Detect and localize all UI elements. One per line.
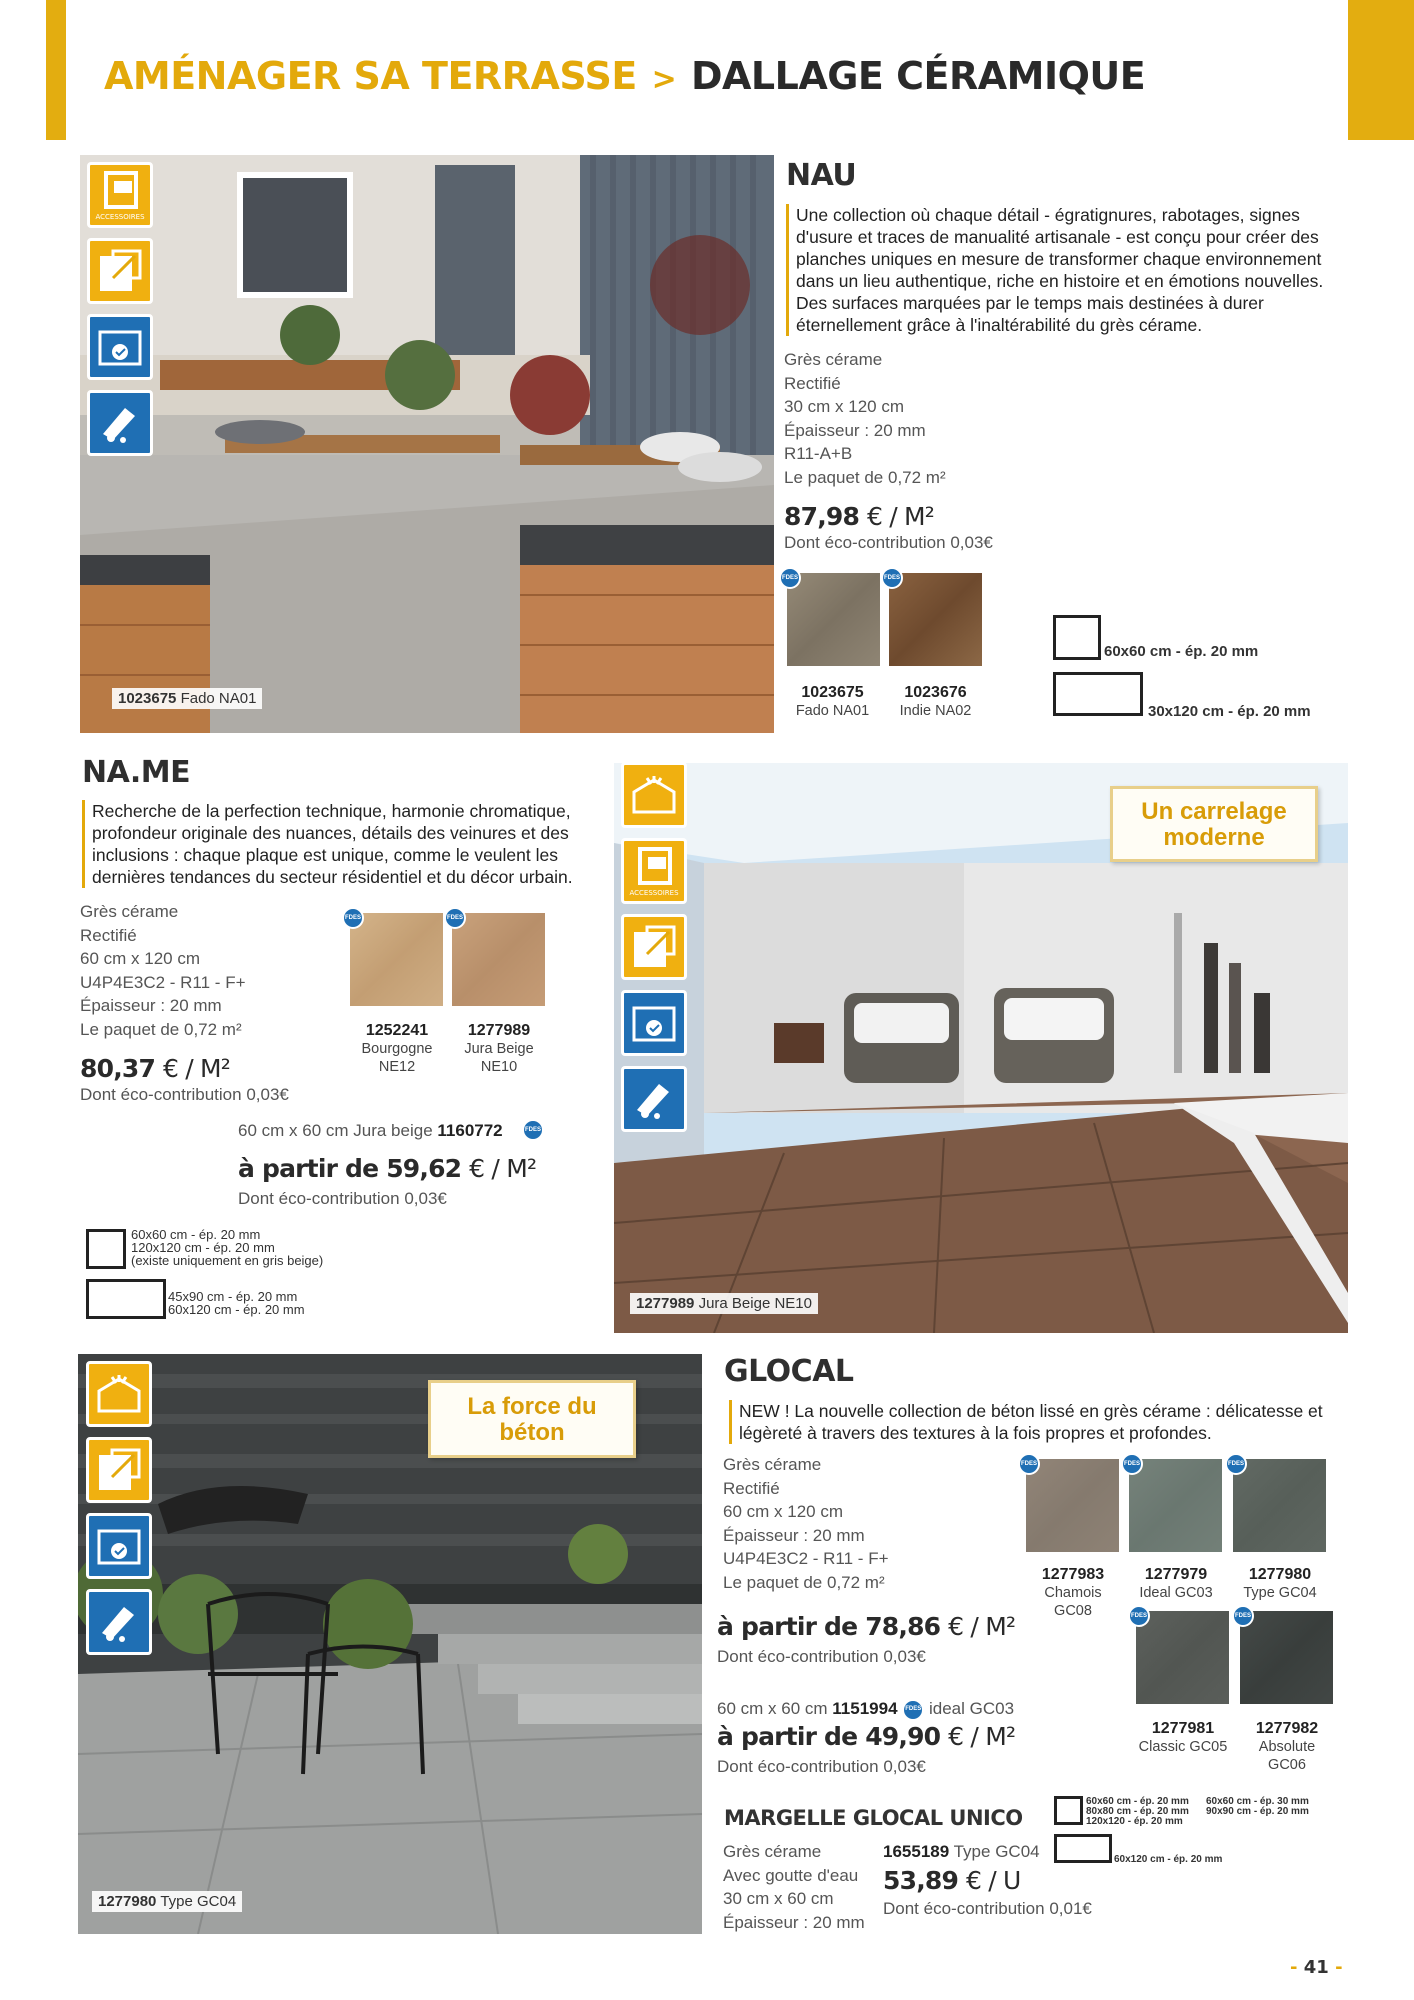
name-price-value: 80,37 <box>80 1054 156 1083</box>
format-line: 60x60 cm - ép. 30 mm <box>1206 1796 1309 1807</box>
nau-title: NAU <box>786 158 857 193</box>
glocal-alt-eco: Dont éco-contribution 0,03€ <box>717 1757 926 1776</box>
name-formats-a <box>131 1228 323 1267</box>
accessories-icon-label: ACCESSOIRES <box>95 213 145 221</box>
fdes-icon: FDES <box>1128 1605 1150 1627</box>
nau-price <box>784 502 934 531</box>
margelle-price-unit: € / U <box>965 1866 1021 1895</box>
glocal-swatch-5 <box>1240 1611 1333 1704</box>
right-accent-bar <box>1348 0 1414 140</box>
format-line: 120x120 - ép. 20 mm <box>1086 1816 1183 1827</box>
spec-line: R11-A+B <box>784 444 853 463</box>
name-description: Recherche de la perfection technique, harmonie chromatique, profondeur originale des nuances, détails des veinures et des inclusions : chaque plaque est unique, comme le veulent les dernières tendances du secteur résidentiel et du décor urbain. <box>82 800 602 888</box>
accessories-icon-label: ACCESSOIRES <box>629 889 679 897</box>
section-title: AMÉNAGER SA TERRASSE <box>104 54 637 98</box>
glocal-photo-caption <box>92 1891 242 1912</box>
spec-line: U4P4E3C2 - R11 - F+ <box>80 972 246 992</box>
glocal-price-unit: € / M² <box>948 1612 1016 1641</box>
spec-line: Épaisseur : 20 mm <box>80 996 222 1015</box>
slip-resistance-icon <box>621 1066 687 1132</box>
name-price <box>80 1054 230 1083</box>
nau-eco: Dont éco-contribution 0,03€ <box>784 533 993 552</box>
outdoor-tile-icon <box>621 762 687 828</box>
spec-line: 60 cm x 120 cm <box>723 1502 843 1521</box>
name-highlight-tag <box>1110 786 1318 862</box>
fdes-icon: FDES <box>779 567 801 589</box>
glocal-alt-price-value: 49,90 <box>865 1722 941 1751</box>
margelle-ref <box>883 1840 1040 1864</box>
spec-line: Épaisseur : 20 mm <box>723 1525 865 1545</box>
glocal-tag-line1: La force du <box>467 1393 597 1420</box>
spec-line: Grès cérame <box>80 902 179 921</box>
spec-line: Rectifié <box>784 373 841 393</box>
nau-photo-caption-name: Fado NA01 <box>180 690 257 707</box>
glocal-swatch-1 <box>1026 1459 1119 1552</box>
glocal-swatch-5-code: GC06 <box>1268 1757 1306 1773</box>
nau-feature-icons <box>87 162 153 466</box>
glocal-photo-caption-ref: 1277980 <box>98 1893 157 1910</box>
fdes-icon: FDES <box>522 1119 544 1141</box>
name-photo-caption <box>630 1293 818 1314</box>
spec-line: Épaisseur : 20 mm <box>723 1912 865 1932</box>
glocal-title: GLOCAL <box>724 1354 854 1389</box>
name-swatch-1-code: NE12 <box>378 1059 416 1075</box>
format-line: 90x90 cm - ép. 20 mm <box>1206 1806 1309 1817</box>
outdoor-tile-icon <box>86 1361 152 1427</box>
glocal-swatch-2 <box>1129 1459 1222 1552</box>
format-line: 80x80 cm - ép. 20 mm <box>1086 1806 1189 1817</box>
glocal-swatch-2-caption <box>1121 1566 1231 1602</box>
glocal-alt-name: ideal GC03 <box>929 1699 1015 1718</box>
glocal-swatch-5-caption <box>1232 1720 1342 1774</box>
glocal-swatch-3 <box>1233 1459 1326 1552</box>
pool-icon <box>86 1513 152 1579</box>
glocal-swatch-4-name: Classic GC05 <box>1138 1739 1228 1755</box>
nau-price-unit: € / M² <box>866 502 934 531</box>
glocal-highlight-tag <box>428 1380 636 1458</box>
glocal-eco: Dont éco-contribution 0,03€ <box>717 1647 926 1666</box>
pool-icon <box>87 314 153 380</box>
subsection-title: DALLAGE CÉRAMIQUE <box>690 54 1146 98</box>
glocal-formats-a-col2 <box>1206 1797 1309 1817</box>
margelle-title: MARGELLE GLOCAL UNICO <box>724 1806 1023 1830</box>
slip-resistance-icon <box>87 390 153 456</box>
name-swatch-2-name: Jura Beige <box>464 1041 534 1057</box>
margelle-ref-name: Type GC04 <box>953 1842 1040 1861</box>
glocal-swatch-1-ref: 1277983 <box>1041 1566 1105 1583</box>
format-square-icon <box>1053 615 1101 660</box>
glocal-swatch-1-code: GC08 <box>1054 1603 1092 1619</box>
spec-line: Avec goutte d'eau <box>723 1865 859 1885</box>
nau-swatch-1-ref: 1023675 <box>801 684 864 701</box>
glocal-swatch-3-ref: 1277980 <box>1248 1566 1312 1583</box>
name-feature-icons <box>621 762 687 1142</box>
nau-format-2: 30x120 cm - ép. 20 mm <box>1148 703 1311 720</box>
nau-photo-caption <box>112 688 262 709</box>
glocal-feature-icons <box>86 1361 152 1665</box>
breadcrumb-separator: > <box>651 62 677 97</box>
spec-line: 30 cm x 60 cm <box>723 1889 834 1908</box>
spec-line: Grès cérame <box>784 350 883 369</box>
fdes-icon: FDES <box>1225 1453 1247 1475</box>
fdes-icon: FDES <box>881 567 903 589</box>
spec-line: 60 cm x 120 cm <box>80 949 200 968</box>
format-rect-icon <box>1054 1834 1112 1863</box>
name-swatch-2-code: NE10 <box>480 1059 518 1075</box>
nau-format-1: 60x60 cm - ép. 20 mm <box>1104 643 1259 660</box>
name-tag-line2: moderne <box>1163 824 1265 851</box>
format-line: 60x60 cm - ép. 20 mm <box>1086 1796 1189 1807</box>
glocal-swatch-2-ref: 1277979 <box>1144 1566 1208 1583</box>
name-alt-label-text: 60 cm x 60 cm Jura beige <box>238 1121 433 1140</box>
glocal-alt-label-text: 60 cm x 60 cm <box>717 1699 828 1718</box>
fdes-icon: FDES <box>1232 1605 1254 1627</box>
page-number <box>1290 1957 1343 1978</box>
name-alt-ref: 1160772 <box>437 1121 503 1140</box>
format-line: 45x90 cm - ép. 20 mm <box>168 1289 298 1304</box>
spec-line: 30 cm x 120 cm <box>784 397 904 416</box>
name-swatch-1 <box>350 913 443 1006</box>
spec-line: Rectifié <box>723 1478 780 1498</box>
name-alt-eco: Dont éco-contribution 0,03€ <box>238 1189 447 1208</box>
glocal-swatch-2-name: Ideal GC03 <box>1139 1585 1213 1601</box>
glocal-alt-price-unit: € / M² <box>948 1722 1016 1751</box>
name-eco: Dont éco-contribution 0,03€ <box>80 1085 289 1104</box>
glocal-tag-line2: béton <box>499 1419 565 1446</box>
spec-line: Grès cérame <box>723 1842 822 1861</box>
format-rect-icon <box>86 1279 166 1319</box>
nau-photo-illustration <box>80 155 774 733</box>
format-rect-icon <box>1053 672 1143 716</box>
format-line: 120x120 cm - ép. 20 mm <box>131 1240 275 1255</box>
nau-specs <box>784 348 946 489</box>
glocal-alt-price <box>717 1722 1015 1751</box>
glocal-swatch-4 <box>1136 1611 1229 1704</box>
nau-swatch-2-caption <box>883 684 988 720</box>
spec-line: Le paquet de 0,72 m² <box>80 1019 242 1039</box>
format-line: (existe uniquement en gris beige) <box>131 1253 324 1268</box>
nau-description: Une collection où chaque détail - égratignures, rabotages, signes d'usure et traces de manualité artisanale - est conçu pour créer des planches uniques en mesure de transformer chaque environnement dans un lieu authentique, riche en histoire et en émotions nouvelles. Des surfaces marquées par le temps mais destinées à durer éternellement grâce à l'inaltérabilité du grès cérame. <box>786 204 1356 336</box>
glocal-swatch-4-ref: 1277981 <box>1151 1720 1215 1737</box>
accessories-icon <box>87 162 153 228</box>
glocal-alt-ref: 1151994 <box>832 1699 898 1718</box>
name-photo-caption-ref: 1277989 <box>636 1295 695 1312</box>
fdes-icon: FDES <box>444 907 466 929</box>
spec-line: U4P4E3C2 - R11 - F+ <box>723 1549 889 1568</box>
page-number-dash: - <box>1335 1957 1343 1978</box>
format-icon <box>621 914 687 980</box>
format-icon <box>87 238 153 304</box>
spec-line: Grès cérame <box>723 1455 822 1474</box>
pool-icon <box>621 990 687 1056</box>
name-title: NA.ME <box>82 755 191 790</box>
glocal-swatch-4-caption <box>1128 1720 1238 1756</box>
glocal-formats-a-col1 <box>1086 1797 1189 1827</box>
fdes-icon: FDES <box>1018 1453 1040 1475</box>
glocal-swatch-5-ref: 1277982 <box>1255 1720 1319 1737</box>
spec-line: Le paquet de 0,72 m² <box>784 467 946 487</box>
name-alt-price <box>238 1154 536 1183</box>
glocal-swatch-1-caption <box>1018 1566 1128 1620</box>
fdes-icon: FDES <box>342 907 364 929</box>
nau-price-value: 87,98 <box>784 502 860 531</box>
name-alt-price-unit: € / M² <box>469 1154 537 1183</box>
page-number-value: 41 <box>1303 1957 1329 1978</box>
format-line: 60x120 cm - ép. 20 mm <box>168 1302 305 1317</box>
nau-swatch-1-name: Fado NA01 <box>795 703 870 719</box>
format-line: 60x60 cm - ép. 20 mm <box>131 1227 261 1242</box>
name-tag-line1: Un carrelage <box>1141 798 1287 825</box>
margelle-ref-number: 1655189 <box>883 1842 950 1861</box>
glocal-swatch-3-name: Type GC04 <box>1243 1585 1317 1601</box>
name-swatch-1-name: Bourgogne <box>361 1041 433 1057</box>
glocal-photo-caption-name: Type GC04 <box>160 1893 237 1910</box>
page-number-dash: - <box>1290 1957 1298 1978</box>
glocal-price-value: 78,86 <box>865 1612 941 1641</box>
format-square-icon <box>86 1229 126 1269</box>
glocal-price <box>717 1612 1015 1641</box>
nau-terrace-photo <box>80 155 774 733</box>
margelle-price <box>883 1866 1021 1895</box>
name-price-unit: € / M² <box>162 1054 230 1083</box>
format-icon <box>86 1437 152 1503</box>
margelle-specs <box>723 1840 865 1934</box>
glocal-alt-label <box>717 1697 1014 1721</box>
glocal-price-prefix: à partir de <box>717 1612 858 1641</box>
glocal-format-b: 60x120 cm - ép. 20 mm <box>1114 1854 1223 1865</box>
margelle-price-value: 53,89 <box>883 1866 959 1895</box>
nau-swatch-2 <box>889 573 982 666</box>
name-formats-b <box>168 1290 305 1316</box>
fdes-icon: FDES <box>1121 1453 1143 1475</box>
name-alt-price-prefix: à partir de <box>238 1154 379 1183</box>
page-title <box>104 54 1145 98</box>
nau-swatch-2-ref: 1023676 <box>904 684 967 701</box>
name-alt-label <box>238 1119 503 1143</box>
name-specs <box>80 900 246 1041</box>
accessories-icon <box>621 838 687 904</box>
name-swatch-2-ref: 1277989 <box>467 1022 531 1039</box>
name-swatch-1-ref: 1252241 <box>365 1022 429 1039</box>
nau-swatch-2-name: Indie NA02 <box>899 703 972 719</box>
nau-swatch-1-caption <box>780 684 885 720</box>
name-swatch-2 <box>452 913 545 1006</box>
spec-line: Le paquet de 0,72 m² <box>723 1572 885 1592</box>
glocal-swatch-5-name: Absolute <box>1258 1739 1316 1755</box>
left-accent-bar <box>46 0 66 140</box>
spec-line: Épaisseur : 20 mm <box>784 420 926 440</box>
name-swatch-2-caption <box>444 1022 554 1076</box>
nau-swatch-1 <box>787 573 880 666</box>
fdes-icon: FDES <box>902 1699 924 1721</box>
glocal-description: NEW ! La nouvelle collection de béton lissé en grès cérame : délicatesse et légèreté à travers des textures à la fois propres et profondes. <box>729 1400 1349 1444</box>
format-square-icon <box>1054 1796 1083 1825</box>
margelle-eco: Dont éco-contribution 0,01€ <box>883 1899 1092 1918</box>
glocal-specs <box>723 1453 889 1594</box>
name-swatch-1-caption <box>342 1022 452 1076</box>
nau-photo-caption-ref: 1023675 <box>118 690 177 707</box>
slip-resistance-icon <box>86 1589 152 1655</box>
glocal-alt-price-prefix: à partir de <box>717 1722 858 1751</box>
name-alt-price-value: 59,62 <box>386 1154 462 1183</box>
spec-line: Rectifié <box>80 925 137 945</box>
glocal-swatch-1-name: Chamois <box>1044 1585 1102 1601</box>
glocal-swatch-3-caption <box>1225 1566 1335 1602</box>
name-photo-caption-name: Jura Beige NE10 <box>698 1295 812 1312</box>
